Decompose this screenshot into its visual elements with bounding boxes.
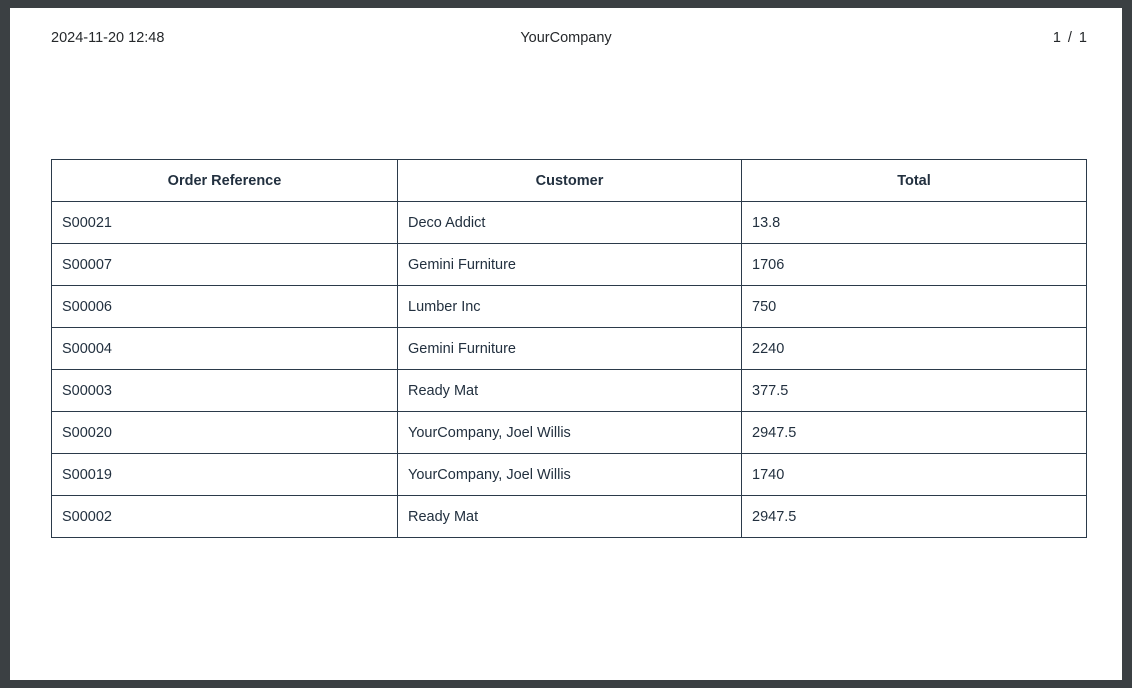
column-header-order-reference: Order Reference [52,160,398,202]
report-page [10,8,1122,680]
cell-customer: Lumber Inc [398,286,742,328]
table-row [52,286,1087,328]
table-row [52,412,1087,454]
cell-order-reference: S00002 [52,496,398,538]
header-date: 2024-11-20 12:48 [51,30,165,46]
cell-customer: YourCompany, Joel Willis [398,412,742,454]
cell-customer: Deco Addict [398,202,742,244]
table-row [52,244,1087,286]
cell-total: 750 [742,286,1087,328]
column-header-total: Total [742,160,1087,202]
page-current: 1 [1052,30,1061,46]
cell-customer: YourCompany, Joel Willis [398,454,742,496]
cell-total: 2947.5 [742,496,1087,538]
table-row [52,496,1087,538]
page-total: 1 [1078,30,1087,46]
cell-order-reference: S00021 [52,202,398,244]
cell-order-reference: S00004 [52,328,398,370]
cell-order-reference: S00019 [52,454,398,496]
cell-customer: Ready Mat [398,496,742,538]
cell-total: 13.8 [742,202,1087,244]
cell-total: 2947.5 [742,412,1087,454]
cell-total: 2240 [742,328,1087,370]
page-header [10,30,1122,64]
cell-order-reference: S00006 [52,286,398,328]
cell-order-reference: S00003 [52,370,398,412]
header-company-name: YourCompany [520,30,612,46]
cell-customer: Gemini Furniture [398,328,742,370]
cell-total: 1740 [742,454,1087,496]
cell-total: 377.5 [742,370,1087,412]
table-header-row [52,160,1087,202]
table-row [52,370,1087,412]
orders-table [51,159,1087,538]
column-header-customer: Customer [398,160,742,202]
header-pagination [1053,30,1087,46]
cell-customer: Gemini Furniture [398,244,742,286]
cell-customer: Ready Mat [398,370,742,412]
table-row [52,454,1087,496]
table-row [52,202,1087,244]
table-row [52,328,1087,370]
cell-order-reference: S00007 [52,244,398,286]
cell-order-reference: S00020 [52,412,398,454]
page-separator: / [1067,30,1072,46]
cell-total: 1706 [742,244,1087,286]
